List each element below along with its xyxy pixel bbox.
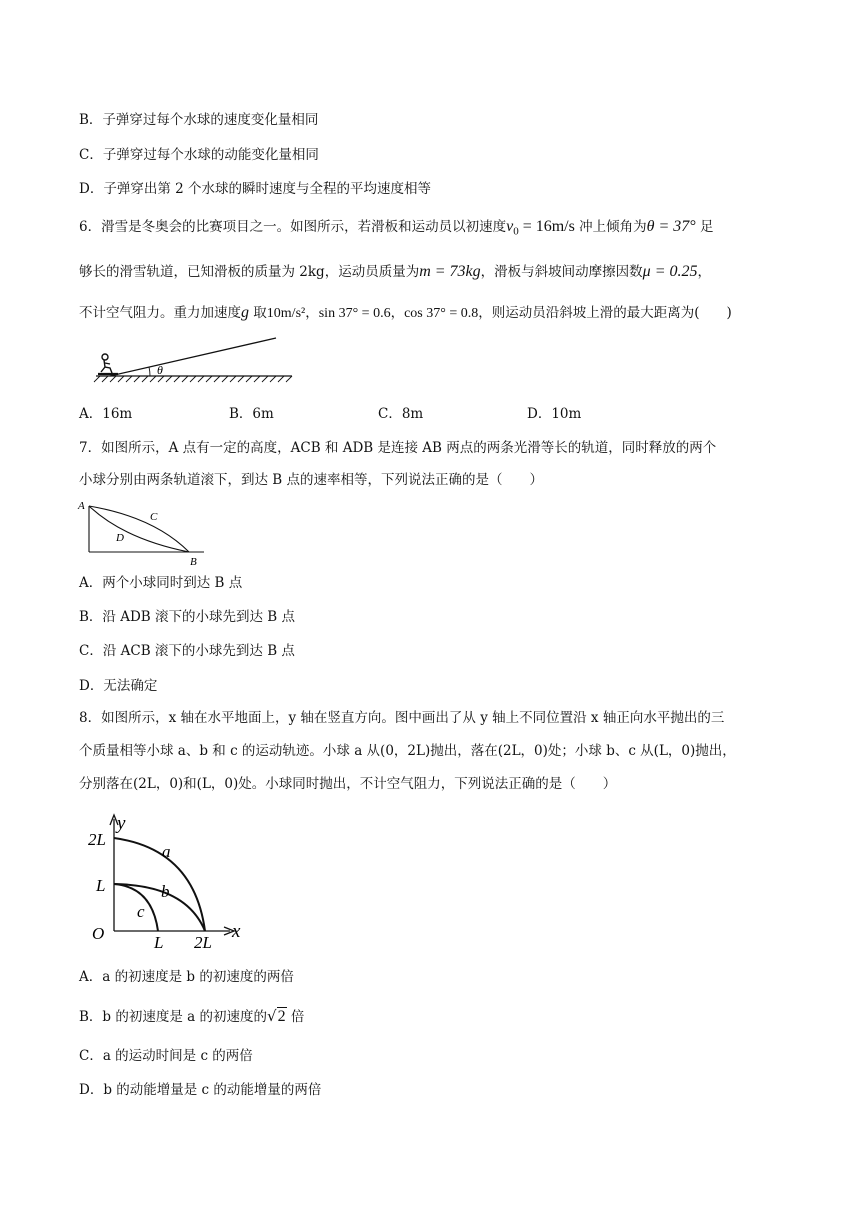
q6-mu-value: μ = 0.25 <box>642 263 698 280</box>
sqrt-symbol: √ <box>267 1007 277 1025</box>
q8-curve-a-label: a <box>162 842 171 861</box>
q8-option-d: D．b 的动能增量是 c 的动能增量的两倍 <box>79 1082 322 1098</box>
q7-option-b: B．沿 ADB 滚下的小球先到达 B 点 <box>79 609 295 625</box>
q7-stem-line1: 7．如图所示，A 点有一定的高度，ACB 和 ADB 是连接 AB 两点的两条光滑等长的轨道，同时释放的两个 <box>79 440 717 456</box>
q8-stem-line2: 个质量相等小球 a、b 和 c 的运动轨迹。小球 a 从(0，2L)抛出，落在(2L，0)处；小球 b、c 从(L，0)抛出， <box>79 743 736 759</box>
q8-l-y-label: L <box>96 876 106 895</box>
q8-option-a: A．a 的初速度是 b 的初速度的两倍 <box>79 969 294 985</box>
q8-2l-x-label: 2L <box>194 933 212 952</box>
q8-curve-b-label: b <box>161 882 170 901</box>
q8-l-x-label: L <box>154 933 164 952</box>
q7-point-a-label: A <box>78 500 85 512</box>
q5-option-c: C．子弹穿过每个水球的动能变化量相同 <box>79 147 319 163</box>
q8-option-b-radicand: 2 <box>277 1008 286 1025</box>
q7-point-c-label: C <box>150 511 158 523</box>
q6-v0-symbol: v <box>506 218 514 235</box>
q5-option-b: B．子弹穿过每个水球的速度变化量相同 <box>79 112 319 128</box>
q5-option-d: D．子弹穿出第 2 个水球的瞬时速度与全程的平均速度相等 <box>79 181 431 197</box>
q6-stem-line3: 不计空气阻力。重力加速度g 取10m/s²，sin 37° = 0.6，cos 37° = 0.8，则运动员沿斜坡上滑的最大距离为( ) <box>79 304 732 321</box>
q8-option-c: C．a 的运动时间是 c 的两倍 <box>79 1048 253 1064</box>
q7-option-d: D．无法确定 <box>79 678 158 694</box>
q8-curve-c-label: c <box>137 902 145 921</box>
q6-option-b: B．6m <box>229 406 274 422</box>
q7-option-a: A．两个小球同时到达 B 点 <box>79 575 243 591</box>
q6-theta-label: θ <box>157 363 163 377</box>
q7-stem-line2: 小球分别由两条轨道滚下，到达 B 点的速率相等，下列说法正确的是（ ） <box>79 472 544 488</box>
q6-option-c: C．8m <box>378 406 424 422</box>
q8-x-axis-label: x <box>232 921 241 942</box>
q7-track-figure <box>76 497 211 569</box>
q6-option-d: D．10m <box>527 406 582 422</box>
q7-option-c: C．沿 ACB 滚下的小球先到达 B 点 <box>79 643 295 659</box>
q8-stem-line1: 8．如图所示，x 轴在水平地面上，y 轴在竖直方向。图中画出了从 y 轴上不同位置沿 x 轴正向水平抛出的三 <box>79 710 725 726</box>
q6-mass-value: m = 73kg <box>419 263 481 280</box>
q6-option-a: A．16m <box>79 406 133 422</box>
q6-slope-figure <box>90 334 295 384</box>
q6-stem-line2: 够长的滑雪轨道，已知滑板的质量为 2kg，运动员质量为m = 73kg，滑板与斜坡间动摩擦因数μ = 0.25， <box>79 263 711 280</box>
q8-2l-y-label: 2L <box>88 830 106 849</box>
q8-stem-line3: 分别落在(2L，0)和(L，0)处。小球同时抛出，不计空气阻力，下列说法正确的是（ ） <box>79 776 617 792</box>
q8-option-b: B．b 的初速度是 a 的初速度的√2 倍 <box>79 1007 305 1025</box>
q7-point-b-label: B <box>190 556 197 568</box>
q8-origin-label: O <box>92 924 105 943</box>
q6-stem-line1: 6．滑雪是冬奥会的比赛项目之一。如图所示，若滑板和运动员以初速度$v_0 = 16m/s$ 冲上倾角为θ = 37° 足 <box>79 218 714 238</box>
q7-point-d-label: D <box>116 532 124 544</box>
q8-trajectory-figure <box>86 807 251 952</box>
q6-theta-value: θ = 37° <box>646 218 696 235</box>
skier-icon <box>98 354 118 374</box>
q8-y-axis-label: y <box>117 813 126 834</box>
